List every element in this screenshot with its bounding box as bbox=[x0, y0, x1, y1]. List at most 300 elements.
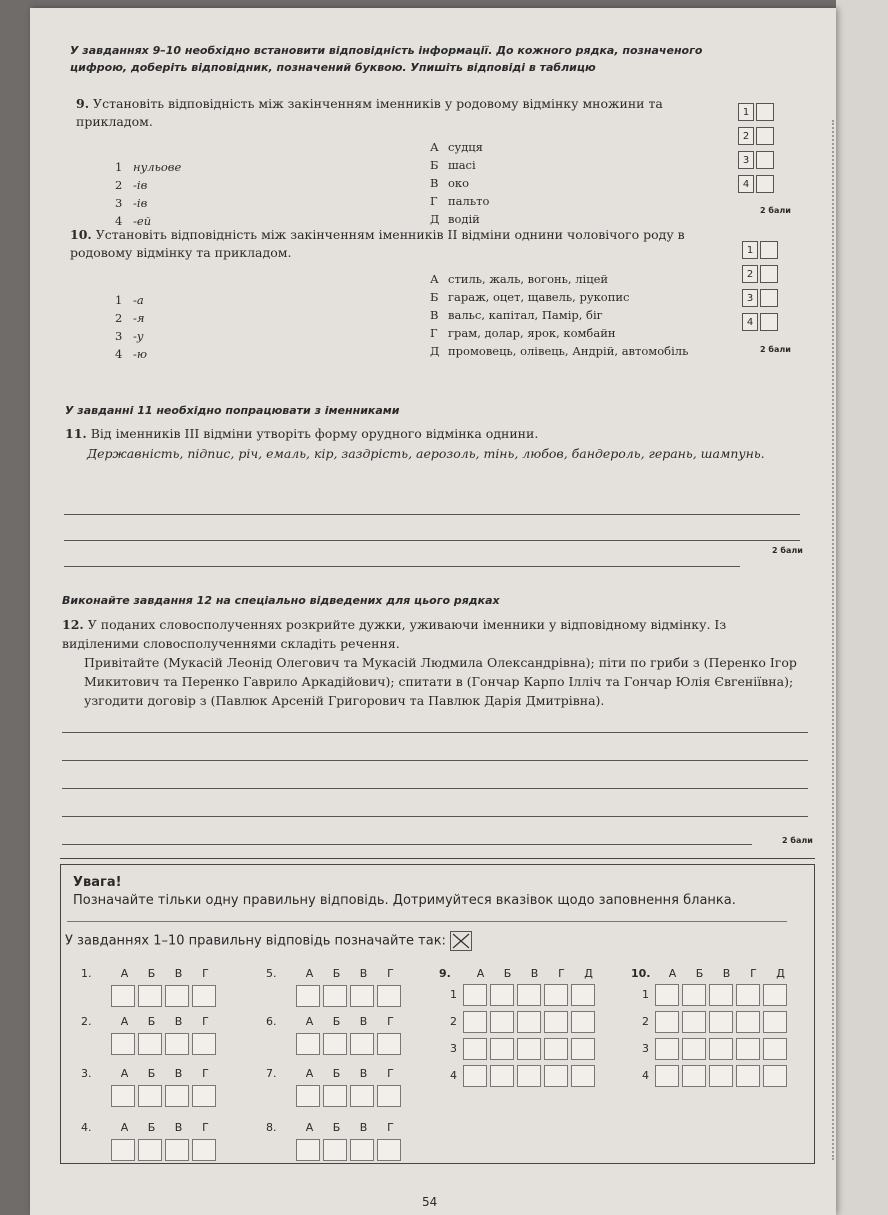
choice-letter: А bbox=[120, 966, 129, 980]
sheet-question bbox=[266, 1119, 404, 1161]
answer-cell[interactable] bbox=[296, 985, 320, 1007]
question-9 bbox=[76, 95, 716, 131]
answer-cell[interactable] bbox=[760, 265, 778, 283]
option-row bbox=[115, 329, 235, 347]
answer-cell[interactable] bbox=[377, 1085, 401, 1107]
choice-letter: В bbox=[359, 1066, 368, 1080]
answer-line[interactable] bbox=[64, 540, 800, 541]
answer-cell[interactable] bbox=[138, 1033, 162, 1055]
answer-row-number: 1 bbox=[742, 241, 758, 259]
answer-cell[interactable] bbox=[736, 1011, 760, 1033]
choice-letter: Г bbox=[202, 1120, 209, 1134]
sheet-question bbox=[266, 1065, 404, 1107]
answer-row bbox=[738, 124, 774, 148]
option-text: водій bbox=[448, 212, 480, 226]
choice-letter: Б bbox=[147, 1014, 156, 1028]
answer-cell[interactable] bbox=[709, 984, 733, 1006]
letter-row bbox=[296, 1015, 404, 1028]
page-number: 54 bbox=[422, 1195, 438, 1209]
matrix-row-number: 3 bbox=[450, 1042, 457, 1055]
sheet-question bbox=[81, 1065, 219, 1107]
answer-cell[interactable] bbox=[709, 1038, 733, 1060]
divider bbox=[60, 858, 815, 859]
choice-letter: Б bbox=[332, 1066, 341, 1080]
answer-cell[interactable] bbox=[323, 985, 347, 1007]
answer-line[interactable] bbox=[62, 760, 808, 761]
option-row bbox=[430, 158, 690, 176]
answer-cell[interactable] bbox=[463, 1038, 487, 1060]
option-row bbox=[430, 326, 720, 344]
sheet-question bbox=[81, 1119, 219, 1161]
letter-row bbox=[111, 1015, 219, 1028]
option-text: стиль, жаль, вогонь, ліцей bbox=[448, 272, 609, 286]
sheet-question-number: 7. bbox=[266, 1066, 277, 1080]
answer-cell[interactable] bbox=[192, 1139, 216, 1161]
answer-cell[interactable] bbox=[111, 985, 135, 1007]
choice-letter: А bbox=[120, 1120, 129, 1134]
sheet-question-number: 5. bbox=[266, 966, 277, 980]
answer-cell[interactable] bbox=[350, 985, 374, 1007]
option-text: пальто bbox=[448, 194, 490, 208]
marking-instruction bbox=[65, 931, 472, 951]
option-letter: В bbox=[430, 308, 439, 322]
answer-line[interactable] bbox=[62, 844, 752, 845]
q9-answer-table bbox=[738, 100, 774, 196]
answer-cell[interactable] bbox=[760, 313, 778, 331]
answer-cell[interactable] bbox=[377, 1139, 401, 1161]
question-11 bbox=[65, 424, 805, 464]
matrix-row-number: 1 bbox=[450, 988, 457, 1001]
answer-cell[interactable] bbox=[192, 1033, 216, 1055]
answer-line[interactable] bbox=[62, 732, 808, 733]
answer-row-number: 1 bbox=[738, 103, 754, 121]
answer-cell[interactable] bbox=[165, 1033, 189, 1055]
option-row bbox=[430, 290, 720, 308]
answer-cell[interactable] bbox=[165, 1139, 189, 1161]
choice-letter: Б bbox=[147, 1120, 156, 1134]
option-row bbox=[115, 178, 315, 196]
question-text: Установіть відповідність між закінченням іменників ІІ відміни однини чоловічого роду в родовому відмінку та прикладом. bbox=[70, 227, 685, 260]
option-letter: В bbox=[430, 176, 439, 190]
word-list: Державність, підпис, річ, емаль, кір, заздрість, аерозоль, тінь, любов, бандероль, герань, шампунь. bbox=[87, 446, 765, 461]
answer-line[interactable] bbox=[62, 816, 808, 817]
choice-letter: Б bbox=[503, 966, 512, 980]
answer-cell[interactable] bbox=[350, 1085, 374, 1107]
matrix-row bbox=[439, 1008, 602, 1035]
answer-cell[interactable] bbox=[517, 1011, 541, 1033]
matrix-row bbox=[631, 981, 794, 1008]
answer-row-number: 2 bbox=[742, 265, 758, 283]
sheet-question-number: 4. bbox=[81, 1120, 92, 1134]
answer-cell[interactable] bbox=[571, 1065, 595, 1087]
sheet-question-number: 3. bbox=[81, 1066, 92, 1080]
choice-letter: Б bbox=[147, 1066, 156, 1080]
answer-row bbox=[742, 286, 778, 310]
question-number: 9. bbox=[76, 96, 90, 111]
matrix-row bbox=[439, 1062, 602, 1089]
choice-letter: А bbox=[305, 1014, 314, 1028]
sheet-matrix-question bbox=[631, 965, 794, 1089]
choice-letter: Д bbox=[584, 966, 593, 980]
q9-left-column bbox=[115, 160, 315, 232]
answer-row bbox=[738, 148, 774, 172]
marking-instruction-text: У завданнях 1–10 правильну відповідь позначайте так: bbox=[65, 933, 446, 949]
option-text: гараж, оцет, щавель, рукопис bbox=[448, 290, 630, 304]
option-number: 4 bbox=[115, 214, 123, 228]
answer-cell[interactable] bbox=[763, 1011, 787, 1033]
sheet-question-header bbox=[266, 965, 404, 981]
option-letter: Г bbox=[430, 194, 438, 208]
choice-cells bbox=[111, 1033, 219, 1055]
points-label: 2 бали bbox=[760, 206, 791, 215]
answer-cell[interactable] bbox=[760, 289, 778, 307]
answer-cell[interactable] bbox=[323, 1139, 347, 1161]
option-number: 2 bbox=[115, 178, 123, 192]
matrix-row-number: 4 bbox=[450, 1069, 457, 1082]
answer-cell[interactable] bbox=[756, 151, 774, 169]
choice-letter: Г bbox=[202, 1066, 209, 1080]
points-label: 2 бали bbox=[772, 546, 803, 555]
option-text: вальс, капітал, Памір, біг bbox=[448, 308, 603, 322]
answer-cell[interactable] bbox=[296, 1139, 320, 1161]
option-text: -ю bbox=[133, 347, 148, 361]
answer-cell[interactable] bbox=[655, 984, 679, 1006]
letter-row bbox=[111, 967, 219, 980]
option-letter: А bbox=[430, 140, 439, 154]
answer-cell[interactable] bbox=[682, 1011, 706, 1033]
option-row bbox=[115, 311, 235, 329]
answer-cell[interactable] bbox=[350, 1139, 374, 1161]
question-12 bbox=[62, 615, 807, 710]
sheet-question-number: 8. bbox=[266, 1120, 277, 1134]
letter-row bbox=[296, 967, 404, 980]
answer-cell[interactable] bbox=[165, 985, 189, 1007]
sheet-question-number: 9. bbox=[439, 966, 451, 980]
option-text: -я bbox=[133, 311, 145, 325]
answer-cell[interactable] bbox=[682, 1038, 706, 1060]
matrix-row bbox=[439, 1035, 602, 1062]
matrix-row bbox=[631, 1008, 794, 1035]
choice-letter: А bbox=[120, 1014, 129, 1028]
choice-cells bbox=[463, 1038, 598, 1060]
next-page-edge bbox=[836, 0, 888, 1215]
cut-line bbox=[828, 120, 834, 1160]
answer-line[interactable] bbox=[64, 566, 740, 567]
option-letter: Д bbox=[430, 212, 440, 226]
answer-cell[interactable] bbox=[138, 1085, 162, 1107]
answer-cell[interactable] bbox=[490, 1038, 514, 1060]
letter-row bbox=[111, 1067, 219, 1080]
answer-cell[interactable] bbox=[544, 1065, 568, 1087]
answer-cell[interactable] bbox=[682, 984, 706, 1006]
answer-cell[interactable] bbox=[463, 1065, 487, 1087]
answer-cell[interactable] bbox=[655, 1011, 679, 1033]
sheet-question-number: 10. bbox=[631, 966, 651, 980]
answer-cell[interactable] bbox=[111, 1085, 135, 1107]
choice-letter: Б bbox=[147, 966, 156, 980]
choice-cells bbox=[296, 1085, 404, 1107]
answer-cell[interactable] bbox=[111, 1033, 135, 1055]
question-text: Від іменників ІІІ відміни утворіть форму орудного відмінка однини. bbox=[90, 426, 539, 441]
answer-cell[interactable] bbox=[463, 984, 487, 1006]
choice-letter: В bbox=[174, 1014, 183, 1028]
answer-cell[interactable] bbox=[323, 1085, 347, 1107]
answer-cell[interactable] bbox=[682, 1065, 706, 1087]
choice-letter: Г bbox=[202, 1014, 209, 1028]
notice-divider bbox=[67, 921, 787, 922]
choice-letter: А bbox=[305, 1066, 314, 1080]
notice-text: Позначайте тільки одну правильну відповідь. Дотримуйтеся вказівок щодо заповнення бланка. bbox=[73, 893, 736, 908]
letter-row bbox=[296, 1067, 404, 1080]
answer-cell[interactable] bbox=[490, 984, 514, 1006]
q10-right-column bbox=[430, 272, 720, 362]
choice-letter: В bbox=[174, 1066, 183, 1080]
answer-cell[interactable] bbox=[377, 1033, 401, 1055]
question-number: 10. bbox=[70, 227, 92, 242]
answer-cell[interactable] bbox=[655, 1065, 679, 1087]
option-text: судця bbox=[448, 140, 483, 154]
answer-row bbox=[742, 262, 778, 286]
letter-row bbox=[296, 1121, 404, 1134]
answer-line[interactable] bbox=[64, 514, 800, 515]
option-text: око bbox=[448, 176, 470, 190]
sheet-question-header bbox=[266, 1065, 404, 1081]
choice-cells bbox=[463, 1011, 598, 1033]
option-text: промовець, олівець, Андрій, автомобіль bbox=[448, 344, 689, 358]
choice-letter: В bbox=[359, 966, 368, 980]
answer-cell[interactable] bbox=[544, 984, 568, 1006]
answer-cell[interactable] bbox=[571, 1011, 595, 1033]
answer-cell[interactable] bbox=[463, 1011, 487, 1033]
answer-cell[interactable] bbox=[709, 1065, 733, 1087]
answer-sheet-box bbox=[60, 864, 815, 1164]
option-number: 4 bbox=[115, 347, 123, 361]
option-text: нульове bbox=[133, 160, 182, 174]
choice-letter: Г bbox=[387, 1066, 394, 1080]
answer-cell[interactable] bbox=[517, 1065, 541, 1087]
answer-row-number: 4 bbox=[742, 313, 758, 331]
choice-cells bbox=[296, 1033, 404, 1055]
matrix-row-number: 4 bbox=[642, 1069, 649, 1082]
question-text: У поданих словосполученнях розкрийте дужки, уживаючи іменники у відповідному відмінку. Із виділеними словосполученнями складіть речення. bbox=[62, 617, 727, 651]
option-row bbox=[430, 344, 720, 362]
choice-cells bbox=[296, 1139, 404, 1161]
question-number: 12. bbox=[62, 617, 84, 632]
sheet-question-header bbox=[81, 1065, 219, 1081]
answer-cell[interactable] bbox=[490, 1011, 514, 1033]
question-number: 11. bbox=[65, 426, 87, 441]
option-number: 1 bbox=[115, 293, 123, 307]
answer-cell[interactable] bbox=[763, 1065, 787, 1087]
question-text: Установіть відповідність між закінченням іменників у родовому відмінку множини та прикладом. bbox=[76, 96, 663, 129]
answer-cell[interactable] bbox=[655, 1038, 679, 1060]
option-text: -ів bbox=[133, 178, 148, 192]
choice-letter: В bbox=[359, 1120, 368, 1134]
sheet-question bbox=[266, 1013, 404, 1055]
choice-letter: В bbox=[722, 966, 731, 980]
option-row bbox=[115, 293, 235, 311]
option-row bbox=[115, 160, 315, 178]
choice-letter: Б bbox=[332, 1120, 341, 1134]
answer-cell[interactable] bbox=[296, 1085, 320, 1107]
answer-row bbox=[738, 172, 774, 196]
choice-letter: Б bbox=[332, 1014, 341, 1028]
answer-row bbox=[738, 100, 774, 124]
answer-cell[interactable] bbox=[544, 1038, 568, 1060]
option-number: 3 bbox=[115, 329, 123, 343]
option-row bbox=[430, 272, 720, 290]
answer-cell[interactable] bbox=[756, 175, 774, 193]
section-9-10-instruction: У завданнях 9–10 необхідно встановити відповідність інформації. До кожного рядка, позначеного цифрою, доберіть відповідник, позначений буквою. Упишіть відповіді в таблицю bbox=[70, 44, 703, 74]
answer-cell[interactable] bbox=[736, 984, 760, 1006]
answer-cell[interactable] bbox=[165, 1085, 189, 1107]
answer-cell[interactable] bbox=[756, 103, 774, 121]
matrix-row-number: 2 bbox=[642, 1015, 649, 1028]
letter-row bbox=[659, 967, 794, 980]
answer-cell[interactable] bbox=[517, 1038, 541, 1060]
answer-row-number: 3 bbox=[738, 151, 754, 169]
matrix-row-number: 1 bbox=[642, 988, 649, 1001]
notice-title: Увага! bbox=[73, 875, 122, 890]
choice-cells bbox=[655, 1011, 790, 1033]
answer-cell[interactable] bbox=[517, 984, 541, 1006]
sheet-question-header bbox=[81, 965, 219, 981]
answer-row bbox=[742, 310, 778, 334]
answer-cell[interactable] bbox=[736, 1065, 760, 1087]
answer-cell[interactable] bbox=[377, 985, 401, 1007]
answer-cell[interactable] bbox=[296, 1033, 320, 1055]
choice-letter: А bbox=[305, 966, 314, 980]
option-row bbox=[430, 176, 690, 194]
option-letter: Г bbox=[430, 326, 438, 340]
choice-letter: А bbox=[120, 1066, 129, 1080]
answer-cell[interactable] bbox=[736, 1038, 760, 1060]
sheet-question bbox=[266, 965, 404, 1007]
sheet-question bbox=[81, 1013, 219, 1055]
q10-answer-table bbox=[742, 238, 778, 334]
sheet-question-number: 1. bbox=[81, 966, 92, 980]
answer-row bbox=[742, 238, 778, 262]
question-body: Привітайте (Мукасій Леонід Олегович та Мукасій Людмила Олександрівна); піти по гриби з (Перенко Ігор Микитович та Перенко Гаврило Аркадійович); спитати в (Гончар Карпо Ілліч та Гончар Юлія Євгеніївна); узгодити договір з (Павлюк Арсеній Григорович та Павлюк Дарія Дмитрівна). bbox=[84, 655, 797, 708]
sheet-question-number: 2. bbox=[81, 1014, 92, 1028]
choice-cells bbox=[655, 984, 790, 1006]
choice-letter: Г bbox=[558, 966, 565, 980]
choice-letter: Д bbox=[776, 966, 785, 980]
option-row bbox=[115, 196, 315, 214]
answer-row-number: 2 bbox=[738, 127, 754, 145]
sheet-question-header bbox=[631, 965, 794, 981]
choice-cells bbox=[655, 1038, 790, 1060]
choice-letter: В bbox=[359, 1014, 368, 1028]
answer-cell[interactable] bbox=[323, 1033, 347, 1055]
choice-letter: Г bbox=[750, 966, 757, 980]
letter-row bbox=[111, 1121, 219, 1134]
sheet-question-number: 6. bbox=[266, 1014, 277, 1028]
answer-cell[interactable] bbox=[763, 1038, 787, 1060]
answer-cell[interactable] bbox=[756, 127, 774, 145]
choice-letter: Г bbox=[387, 966, 394, 980]
matrix-row bbox=[631, 1035, 794, 1062]
option-row bbox=[430, 308, 720, 326]
answer-row-number: 3 bbox=[742, 289, 758, 307]
choice-letter: Б bbox=[332, 966, 341, 980]
option-row bbox=[430, 140, 690, 158]
option-text: грам, долар, ярок, комбайн bbox=[448, 326, 616, 340]
choice-letter: Г bbox=[202, 966, 209, 980]
answer-cell[interactable] bbox=[544, 1011, 568, 1033]
option-text: -ів bbox=[133, 196, 148, 210]
choice-cells bbox=[111, 1139, 219, 1161]
choice-cells bbox=[655, 1065, 790, 1087]
section-11-instruction: У завданні 11 необхідно попрацювати з іменниками bbox=[65, 404, 400, 417]
matrix-row-number: 3 bbox=[642, 1042, 649, 1055]
sheet-question-header bbox=[81, 1119, 219, 1135]
choice-letter: Г bbox=[387, 1120, 394, 1134]
answer-cell[interactable] bbox=[709, 1011, 733, 1033]
choice-letter: А bbox=[476, 966, 485, 980]
sheet-question-header bbox=[266, 1119, 404, 1135]
answer-cell[interactable] bbox=[192, 1085, 216, 1107]
choice-letter: Б bbox=[695, 966, 704, 980]
answer-row-number: 4 bbox=[738, 175, 754, 193]
choice-letter: Г bbox=[387, 1014, 394, 1028]
choice-cells bbox=[296, 985, 404, 1007]
question-10 bbox=[70, 226, 720, 262]
points-label: 2 бали bbox=[760, 345, 791, 354]
choice-letter: А bbox=[305, 1120, 314, 1134]
choice-letter: А bbox=[668, 966, 677, 980]
answer-cell[interactable] bbox=[571, 1038, 595, 1060]
sheet-question-header bbox=[439, 965, 602, 981]
option-row bbox=[115, 347, 235, 365]
choice-cells bbox=[463, 1065, 598, 1087]
section-12-instruction: Виконайте завдання 12 на спеціально відведених для цього рядках bbox=[62, 594, 500, 607]
choice-cells bbox=[111, 1085, 219, 1107]
answer-cell[interactable] bbox=[763, 984, 787, 1006]
answer-line[interactable] bbox=[62, 788, 808, 789]
matrix-row-number: 2 bbox=[450, 1015, 457, 1028]
choice-letter: В bbox=[174, 966, 183, 980]
choice-letter: В bbox=[174, 1120, 183, 1134]
option-letter: А bbox=[430, 272, 439, 286]
sheet-question bbox=[81, 965, 219, 1007]
matrix-row bbox=[439, 981, 602, 1008]
option-row bbox=[430, 194, 690, 212]
answer-cell[interactable] bbox=[138, 1139, 162, 1161]
choice-cells bbox=[111, 985, 219, 1007]
option-number: 3 bbox=[115, 196, 123, 210]
sample-cross-box bbox=[450, 931, 472, 951]
option-letter: Б bbox=[430, 290, 439, 304]
letter-row bbox=[467, 967, 602, 980]
answer-cell[interactable] bbox=[350, 1033, 374, 1055]
answer-cell[interactable] bbox=[192, 985, 216, 1007]
answer-cell[interactable] bbox=[111, 1139, 135, 1161]
sheet-question-header bbox=[266, 1013, 404, 1029]
answer-cell[interactable] bbox=[760, 241, 778, 259]
matrix-row bbox=[631, 1062, 794, 1089]
answer-cell[interactable] bbox=[138, 985, 162, 1007]
answer-cell[interactable] bbox=[571, 984, 595, 1006]
option-text: шасі bbox=[448, 158, 476, 172]
option-text: -у bbox=[133, 329, 144, 343]
answer-cell[interactable] bbox=[490, 1065, 514, 1087]
option-text: -а bbox=[133, 293, 144, 307]
sheet-matrix-question bbox=[439, 965, 602, 1089]
option-letter: Б bbox=[430, 158, 439, 172]
option-text: -ей bbox=[133, 214, 152, 228]
option-number: 1 bbox=[115, 160, 123, 174]
